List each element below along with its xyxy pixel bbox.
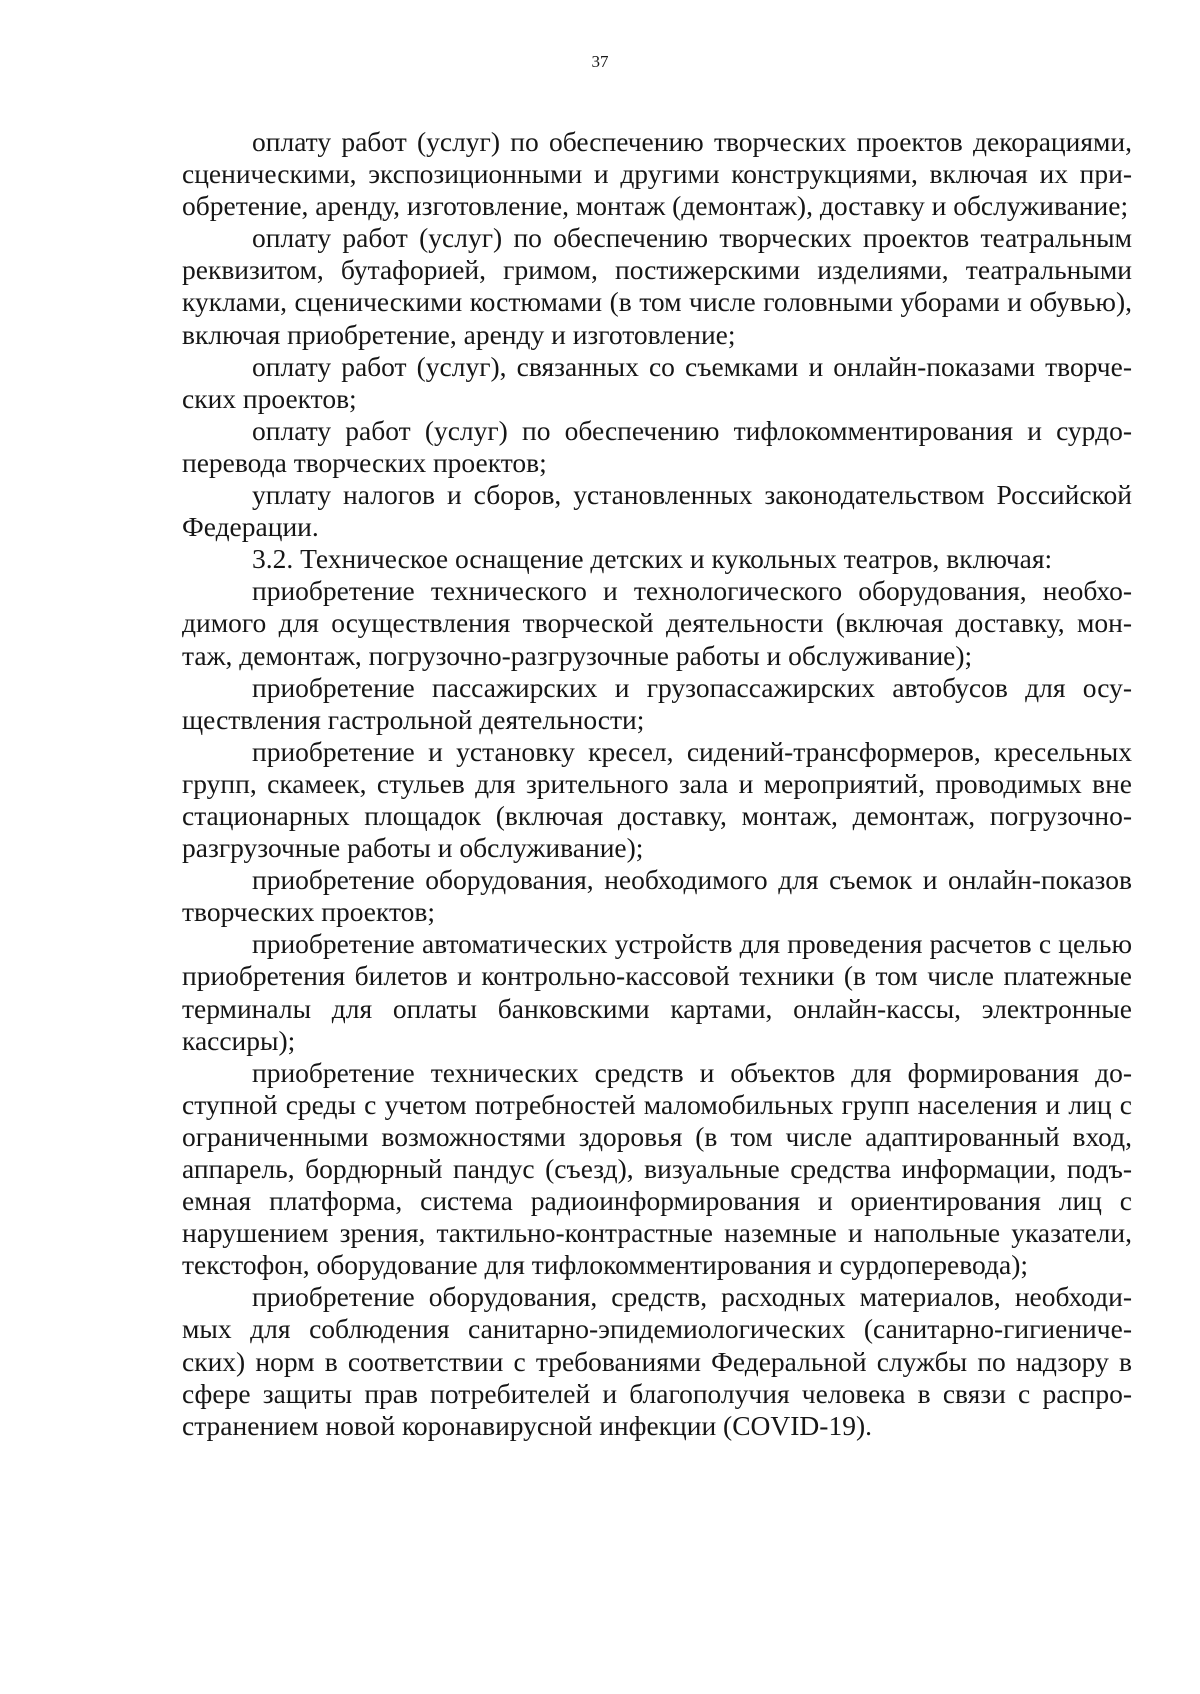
paragraph-decorations: оплату работ (услуг) по обеспечению творческих проектов декорациями, сценическими, экспозиционными и другими конструкциями, включая их приобретение, аренду, изготовление, монтаж (демонтаж), доставку и обслуживание;	[182, 126, 1132, 222]
paragraph-buses: приобретение пассажирских и грузопассажирских автобусов для осуществления гастрольной деятельности;	[182, 671, 1132, 735]
paragraph-taxes: уплату налогов и сборов, установленных законодательством Российской Федерации.	[182, 479, 1132, 543]
page-number: 37	[591, 52, 609, 71]
paragraph-props-costumes: оплату работ (услуг) по обеспечению творческих проектов театральным реквизитом, бутафорией, гримом, постижерскими изделиями, театральными куклами, сценическими костюмами (в том числе головными уборами и обувью), включая приобретение, аренду и изготовление;	[182, 222, 1132, 350]
paragraph-seating: приобретение и установку кресел, сидений-трансформеров, кресельных групп, скамеек, стульев для зрительного зала и мероприятий, проводимых вне стационарных площадок (включая доставку, монтаж, демонтаж, погрузочно-разгрузочные работы и обслуживание);	[182, 735, 1132, 864]
section-heading-3-2: 3.2. Техническое оснащение детских и кукольных театров, включая:	[252, 543, 1053, 575]
document-body	[182, 126, 1132, 1442]
paragraph-filming: оплату работ (услуг), связанных со съемками и онлайн-показами творческих проектов;	[182, 350, 1132, 414]
paragraph-tiflo-surdo: оплату работ (услуг) по обеспечению тифлокомментирования и сурдоперевода творческих проектов;	[182, 414, 1132, 478]
paragraph-accessible-environment: приобретение технических средств и объектов для формирования доступной среды с учетом потребностей маломобильных групп населения и лиц с ограниченными возможностями здоровья (в том числе адаптированный вход, аппарель, бордюрный пандус (съезд), визуальные средства информации, подъемная платформа, система радиоинформирования и ориентирования лиц с нарушением зрения, тактильно-контрастные наземные и напольные указатели, текстофон, оборудование для тифлокомментирования и сурдоперевода);	[182, 1056, 1132, 1281]
paragraph-equipment: приобретение технического и технологического оборудования, необходимого для осуществления творческой деятельности (включая доставку, монтаж, демонтаж, погрузочно-разгрузочные работы и обслуживание);	[182, 575, 1132, 671]
paragraph-cash-registers: приобретение автоматических устройств для проведения расчетов с целью приобретения билетов и контрольно-кассовой техники (в том числе платежные терминалы для оплаты банковскими картами, онлайн-кассы, электронные кассиры);	[182, 928, 1132, 1056]
paragraph-sanitary: приобретение оборудования, средств, расходных материалов, необходимых для соблюдения санитарно-эпидемиологических (санитарно-гигиенических) норм в соответствии с требованиями Федеральной службы по надзору в сфере защиты прав потребителей и благополучия человека в связи с распространением новой коронавирусной инфекции (COVID-19).	[182, 1281, 1132, 1441]
paragraph-filming-equipment: приобретение оборудования, необходимого для съемок и онлайн-показов творческих проектов;	[182, 864, 1132, 928]
